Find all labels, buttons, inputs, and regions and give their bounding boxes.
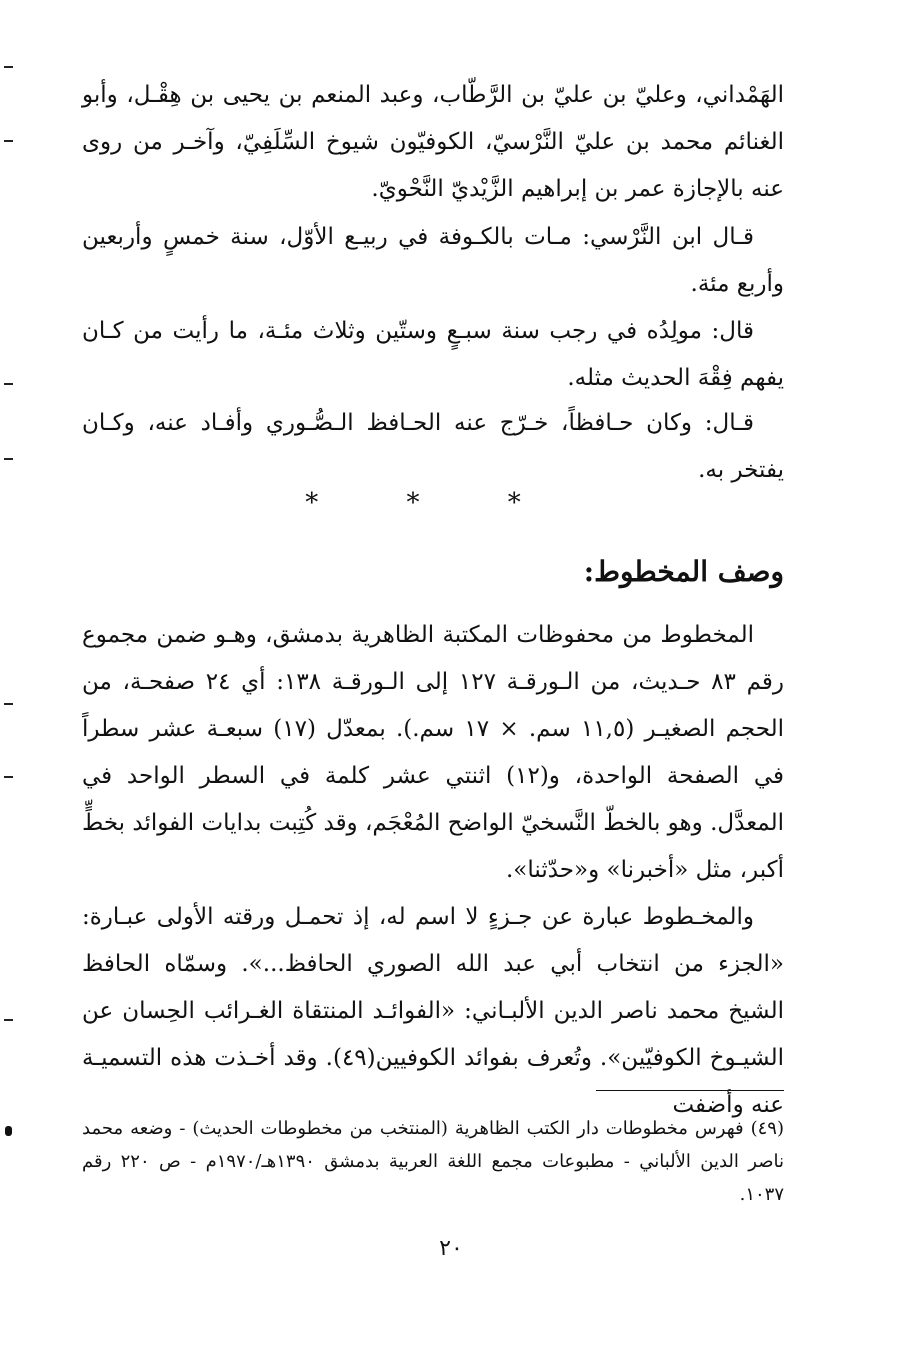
margin-mark [4,383,13,385]
footnote-divider [596,1090,784,1091]
paragraph-narrators: الهَمْداني، وعليّ بن عليّ بن الرَّطّاب، وعبد المنعم بن يحيى بن هِقْـل، وأبو الغنائم محمد بن عليّ النَّرْسيّ، الكوفيّون شيوخ السِّلَفِيّ، وآخـر من روى عنه بالإجازة عمر بن إبراهيم الزَّيْديّ النَّحْويّ. [82,82,784,202]
section-heading: وصف المخطوط: [583,555,784,588]
paragraph-manuscript-description: المخطوط من محفوظات المكتبة الظاهرية بدمشق، وهـو ضمن مجموع رقم ٨٣ حـديث، من الـورقـة ١٢٧ إلى الـورقـة ١٣٨: أي ٢٤ صفحـة، من الحجم الصغيـر (١١,٥ سم. × ١٧ سم.). بمعدّل (١٧) سبعـة عشر سطراً في الصفحة الواحدة، و(١٢) اثنتي عشر كلمة في السطر الواحد في المعدَّل. وهو بالخطّ النَّسخيّ الواضح المُعْجَم، وقد كُتِبت بدايات الفوائد بخطٍّ أكبر، مثل «أخبرنا» و«حدّثنا». [82,622,784,883]
margin-dot [5,1126,12,1136]
margin-mark [4,703,13,705]
footnote: (٤٩) فهرس مخطوطات دار الكتب الظاهرية (المنتخب من مخطوطات الحديث) - وضعه محمد ناصر الدين الألباني - مطبوعات مجمع اللغة العربية بدمشق ١٣٩٠هـ/١٩٧٠م - ص ٢٢٠ رقم ١٠٣٧. [82,1118,784,1205]
paragraph-birth-date: قال: مولِدُه في رجب سنة سبـعٍ وستّين وثلاث مئـة، ما رأيت من كـان يفهم فِقْهَ الحديث مثله. [82,318,784,391]
page-number: ٢٠ [439,1236,463,1261]
paragraph-death-date: قـال ابن النَّرْسي: مـات بالكـوفة في ربيـع الأوّل، سنة خمسٍ وأربعين وأربع مئة. [82,224,784,297]
paragraph-manuscript-title: والمخـطوط عبارة عن جـزءٍ لا اسم له، إذ تحمـل ورقته الأولى عبـارة: «الجزء من انتخاب أبي عبد الله الصوري الحافظ...». وسمّاه الحافظ الشيخ محمد ناصر الدين الألبـاني: «الفوائـد المنتقاة الغـرائب الحِسان عن الشيـوخ الكوفيّين». وتُعرف بفوائد الكوفيين(٤٩). وقد أخـذت هذه التسميـة عنه وأضفت [82,904,784,1118]
margin-mark [4,458,13,460]
margin-mark [4,140,13,142]
margin-mark [4,66,13,68]
margin-mark [4,776,13,778]
section-separator: * * * [305,488,561,518]
paragraph-hafiz: قـال: وكان حـافظاً، خـرّج عنه الحـافظ الـصُّـوري وأفـاد عنه، وكـان يفتخر به. [82,410,784,483]
margin-mark [4,1019,13,1021]
